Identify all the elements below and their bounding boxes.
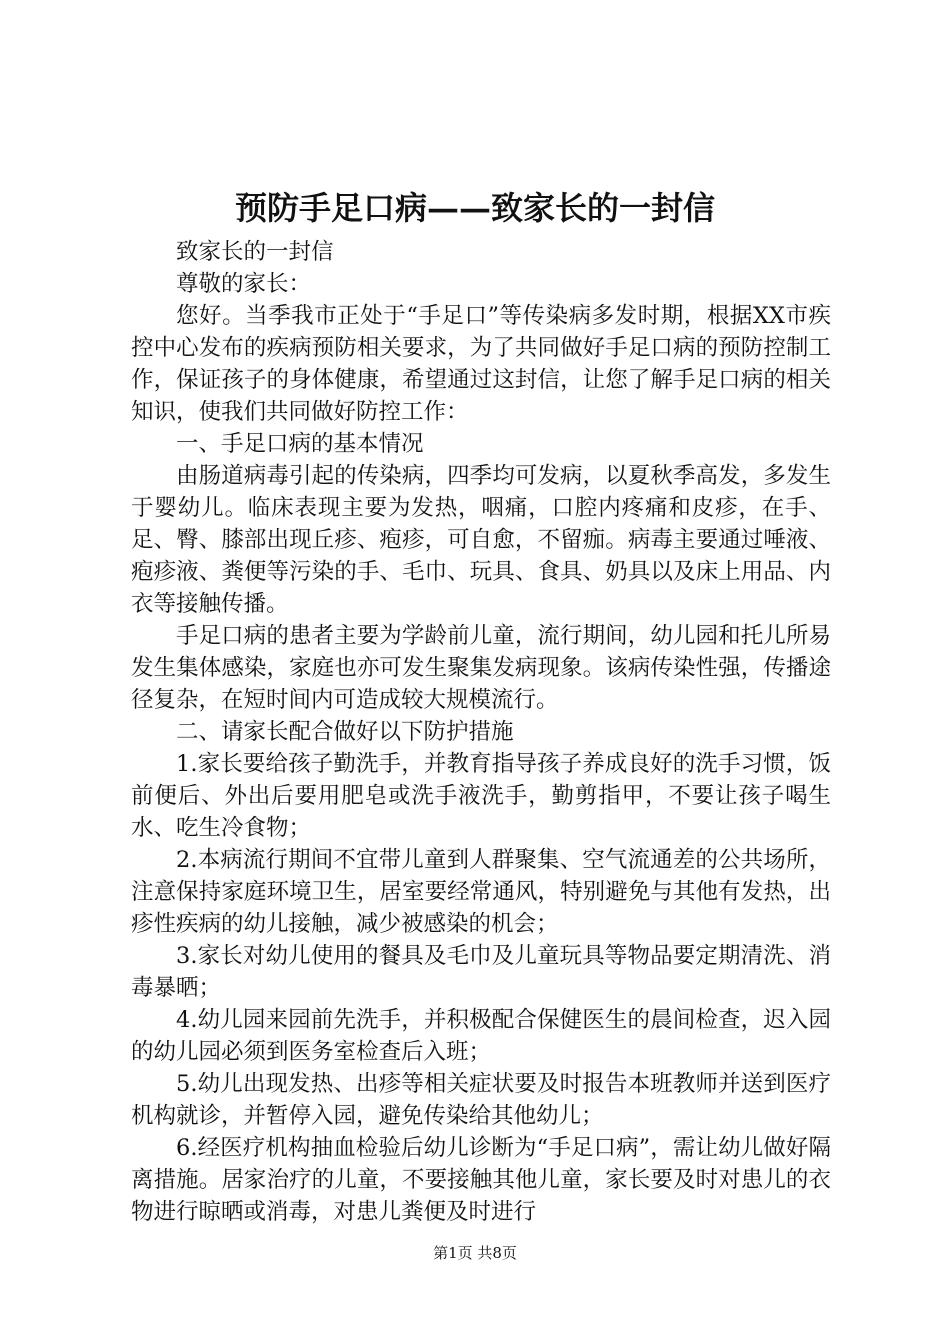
paragraph: 由肠道病毒引起的传染病，四季均可发病，以夏秋季高发，多发生于婴幼儿。临床表现主要为发热，咽痛，口腔内疼痛和皮疹，在手、足、臀、膝部出现丘疹、疱疹，可自愈，不留痂。病毒主要通过唾液、疱疹液、粪便等污染的手、毛巾、玩具、食具、奶具以及床上用品、内衣等接触传播。 bbox=[131, 463, 831, 617]
document-body bbox=[131, 236, 831, 1228]
list-item: 3.家长对幼儿使用的餐具及毛巾及儿童玩具等物品要定期清洗、消毒暴晒； bbox=[131, 943, 831, 1001]
section-heading: 一、手足口病的基本情况 bbox=[176, 431, 424, 457]
paragraph: 尊敬的家长： bbox=[176, 271, 312, 297]
page-number-footer: 第1页 共8页 bbox=[433, 1244, 517, 1262]
list-item: 1.家长要给孩子勤洗手，并教育指导孩子养成良好的洗手习惯，饭前便后、外出后要用肥皂或洗手液洗手，勤剪指甲，不要让孩子喝生水、吃生冷食物； bbox=[131, 751, 831, 841]
paragraph: 手足口病的患者主要为学龄前儿童，流行期间，幼儿园和托儿所易发生集体感染，家庭也亦可发生聚集发病现象。该病传染性强，传播途径复杂，在短时间内可造成较大规模流行。 bbox=[131, 623, 831, 713]
list-item: 5.幼儿出现发热、出疹等相关症状要及时报告本班教师并送到医疗机构就诊，并暂停入园，避免传染给其他幼儿； bbox=[131, 1071, 831, 1129]
list-item: 6.经医疗机构抽血检验后幼儿诊断为“手足口病”，需让幼儿做好隔离措施。居家治疗的儿童，不要接触其他儿童，家长要及时对患儿的衣物进行晾晒或消毒，对患儿粪便及时进行 bbox=[131, 1135, 831, 1225]
document-title: 预防手足口病——致家长的一封信 bbox=[234, 189, 715, 227]
section-heading: 二、请家长配合做好以下防护措施 bbox=[176, 719, 514, 745]
paragraph: 致家长的一封信 bbox=[176, 239, 334, 265]
paragraph: 您好。当季我市正处于“手足口”等传染病多发时期，根据XX市疾控中心发布的疾病预防相关要求，为了共同做好手足口病的预防控制工作，保证孩子的身体健康，希望通过这封信，让您了解手足口病的相关知识，使我们共同做好防控工作： bbox=[131, 303, 831, 425]
list-item: 4.幼儿园来园前先洗手，并积极配合保健医生的晨间检查，迟入园的幼儿园必须到医务室检查后入班； bbox=[131, 1007, 831, 1065]
list-item: 2.本病流行期间不宜带儿童到人群聚集、空气流通差的公共场所，注意保持家庭环境卫生，居室要经常通风，特别避免与其他有发热，出疹性疾病的幼儿接触，减少被感染的机会； bbox=[131, 847, 831, 937]
